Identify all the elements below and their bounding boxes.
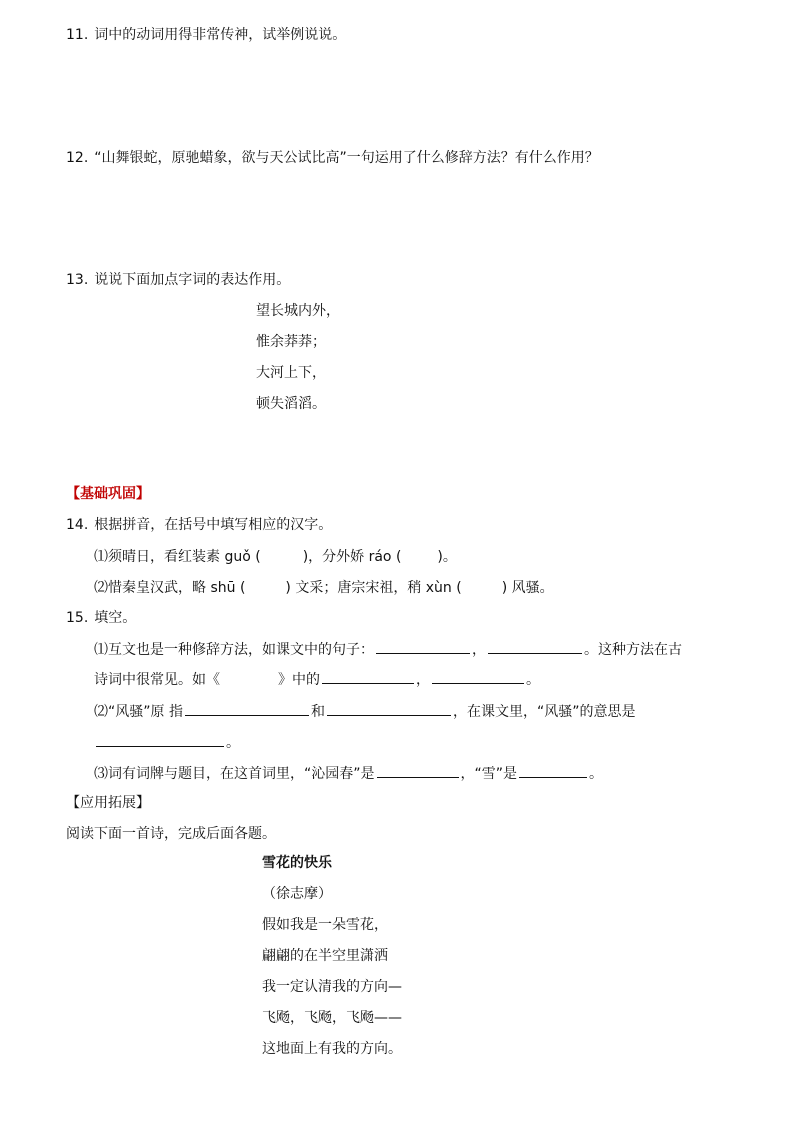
q15-text: 。 — [526, 672, 540, 688]
question-text: 词中的动词用得非常传神，试举例说说。 — [94, 27, 347, 43]
question-14 — [66, 515, 332, 535]
q15-part-1-cont — [94, 669, 540, 690]
q15-part-1 — [94, 639, 682, 660]
verse-line: 大河上下， — [256, 365, 326, 381]
verse-line: 惟余莽莽； — [256, 334, 326, 350]
section-heading-basic: 【基础巩固】 — [66, 486, 150, 502]
poem-line: 这地面上有我的方向。 — [262, 1041, 402, 1057]
q14-item-2-part: ) 文采；唐宗宋祖，稍 xùn ( — [285, 580, 462, 596]
verse-line: 望长城内外， — [256, 303, 340, 319]
q14-item-2-part: ⑵惜秦皇汉武，略 shū ( — [94, 580, 246, 596]
fill-blank[interactable] — [185, 701, 309, 716]
q15-text: 》中的 — [278, 672, 320, 688]
question-12 — [66, 148, 599, 168]
poem-line: 飞飏，飞飏，飞飏—— — [262, 1010, 402, 1026]
q15-text: ，在课文里，“风骚”的意思是 — [452, 704, 636, 720]
q15-text: ， — [416, 672, 430, 688]
q15-text: 诗词中很常见。如《 — [94, 672, 220, 688]
q15-part-2 — [94, 701, 635, 722]
reading-instruction: 阅读下面一首诗，完成后面各题。 — [66, 826, 276, 842]
question-11 — [66, 25, 346, 45]
poem-title: 雪花的快乐 — [262, 855, 332, 871]
poem-author: （徐志摩） — [262, 886, 332, 902]
fill-blank[interactable] — [96, 732, 224, 747]
question-text: 根据拼音，在括号中填写相应的汉字。 — [94, 517, 333, 533]
q15-text: ⑴互文也是一种修辞方法，如课文中的句子： — [94, 642, 374, 658]
question-text: 填空。 — [94, 610, 137, 626]
question-13 — [66, 270, 290, 290]
q15-part-2-cont — [94, 732, 240, 753]
question-number: 14. — [66, 517, 89, 533]
verse-line: 顿失滔滔。 — [256, 396, 326, 412]
question-15 — [66, 608, 136, 628]
question-number: 12. — [66, 150, 89, 166]
q14-item-1 — [94, 547, 457, 567]
q15-text: 。 — [589, 766, 604, 782]
q15-text: 和 — [310, 704, 325, 720]
q14-item-1-part: )。 — [437, 549, 457, 565]
q15-text: 。 — [226, 735, 240, 751]
q15-part-3 — [94, 763, 603, 784]
question-number: 15. — [66, 610, 89, 626]
q14-item-2-part: ) 风骚。 — [501, 580, 554, 596]
fill-blank[interactable] — [432, 669, 524, 684]
fill-blank[interactable] — [322, 669, 414, 684]
fill-blank[interactable] — [377, 763, 459, 778]
poem-line: 翩翩的在半空里潇洒 — [262, 948, 388, 964]
q15-text: 。这种方法在古 — [584, 642, 682, 658]
poem-line: 假如我是一朵雪花， — [262, 917, 388, 933]
fill-blank[interactable] — [376, 639, 470, 654]
section-heading-apply: 【应用拓展】 — [66, 795, 150, 811]
question-text: 说说下面加点字词的表达作用。 — [94, 272, 291, 288]
q15-text: ， — [472, 642, 486, 658]
q15-text: ⑵“风骚”原 指 — [94, 704, 183, 720]
q15-text: ，“雪”是 — [460, 766, 518, 782]
question-text: “山舞银蛇，原驰蜡象，欲与天公试比高”一句运用了什么修辞方法？有什么作用？ — [94, 150, 599, 166]
poem-line: 我一定认清我的方向— — [262, 979, 402, 995]
q14-item-1-part: ⑴须晴日，看红装素 guǒ ( — [94, 549, 261, 565]
q15-text: ⑶词有词牌与题目，在这首词里，“沁园春”是 — [94, 766, 375, 782]
fill-blank[interactable] — [488, 639, 582, 654]
question-number: 11. — [66, 27, 89, 43]
fill-blank[interactable] — [519, 763, 587, 778]
fill-blank[interactable] — [327, 701, 451, 716]
question-number: 13. — [66, 272, 89, 288]
q14-item-1-part: )，分外娇 ráo ( — [302, 549, 402, 565]
q14-item-2 — [94, 578, 554, 598]
